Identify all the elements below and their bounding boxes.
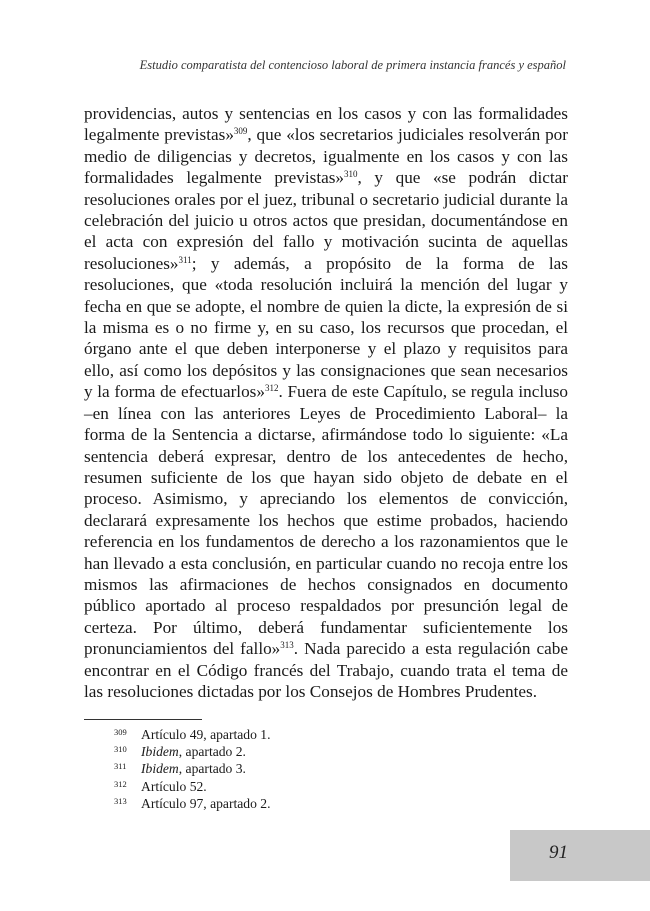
page-number: 91 bbox=[549, 842, 568, 863]
footnotes bbox=[114, 726, 514, 812]
main-paragraph bbox=[84, 103, 568, 702]
footnote-rest: , apartado 2. bbox=[178, 744, 246, 760]
footnote-ref: 311 bbox=[178, 254, 192, 265]
footnote bbox=[114, 778, 514, 795]
footnote bbox=[114, 726, 514, 743]
footnote-divider bbox=[84, 719, 202, 720]
footnote bbox=[114, 743, 514, 760]
footnote-number: 311 bbox=[114, 761, 127, 772]
text-segment: ; y además, a propósito de la forma de las resoluciones, que «toda resolución incluirá la mención del lugar y fecha en que se adopte, el nombre de quien la dicte, la expresión de si la misma es o no firme y, en su caso, los recursos que procedan, el órgano ante el que deben interponerse y el plazo y requisitos para ello, así como los depósitos y las consignaciones que sean necesarios y la forma de efectuarlos» bbox=[84, 253, 568, 402]
footnote bbox=[114, 760, 514, 777]
body-text bbox=[84, 103, 568, 702]
footnote-ref: 309 bbox=[233, 126, 248, 137]
footnote-number: 309 bbox=[114, 727, 127, 737]
footnote-ref: 313 bbox=[280, 640, 294, 651]
footnote-text: Artículo 97, apartado 2. bbox=[141, 795, 271, 811]
text-segment: . Nada parecido a esta regulación cabe encontrar en el Código francés del Trabajo, cuando trata el tema de las resoluciones dictadas por los Consejos de Hombres Prudentes. bbox=[84, 639, 568, 701]
footnote-number: 313 bbox=[114, 795, 127, 806]
text-segment: , que «los secretarios judiciales resolverán por medio de diligencias y decretos, igualmente en los casos y con las formalidades legalmente previstas» bbox=[84, 125, 568, 188]
footnote-number: 312 bbox=[114, 778, 127, 789]
text-segment: providencias, autos y sentencias en los casos y con las formalidades legalmente previstas» bbox=[84, 104, 568, 145]
footnote-ref-italic: Ibidem bbox=[141, 744, 179, 760]
footnote bbox=[114, 795, 514, 812]
footnote-ref: 310 bbox=[344, 169, 358, 180]
running-header: Estudio comparatista del contencioso laboral de primera instancia francés y español bbox=[139, 58, 566, 72]
footnote-text: Artículo 52. bbox=[141, 778, 207, 794]
footnote-rest: , apartado 3. bbox=[178, 761, 246, 777]
page-number-tab bbox=[510, 830, 650, 881]
footnote-text: Artículo 49, apartado 1. bbox=[141, 727, 271, 742]
footnote-number: 310 bbox=[114, 744, 127, 755]
text-segment: , y que «se podrán dictar resoluciones orales por el juez, tribunal o secretario judicial durante la celebración del juicio u otros actos que presidan, documentándose en el acta con expresión del fallo y motivación sucinta de aquellas resoluciones» bbox=[84, 168, 568, 273]
footnote-text bbox=[141, 760, 514, 777]
footnote-text bbox=[141, 743, 514, 760]
footnote-ref-italic: Ibidem bbox=[141, 761, 179, 777]
footnote-ref: 312 bbox=[264, 383, 279, 394]
text-segment: . Fuera de este Capítulo, se regula incluso –en línea con las anteriores Leyes de Procedimiento Laboral– la forma de la Sentencia a dictarse, afirmándose todo lo siguiente: «La sentencia deberá expresar, dentro de los antecedentes de hecho, resumen suficiente de los que hayan sido objeto de debate en el proceso. Asimismo, y apreciando los elementos de convicción, declarará expresamente los hechos que estime probados, haciendo referencia en los fundamentos de derecho a los razonamientos que le han llevado a esta conclusión, en particular cuando no recoja entre los mismos las afirmaciones de hechos consignados en documento público aportado al proceso respaldados por presunción legal de certeza. Por último, deberá fundamentar suficientemente los pronunciamientos del fallo» bbox=[84, 382, 569, 659]
